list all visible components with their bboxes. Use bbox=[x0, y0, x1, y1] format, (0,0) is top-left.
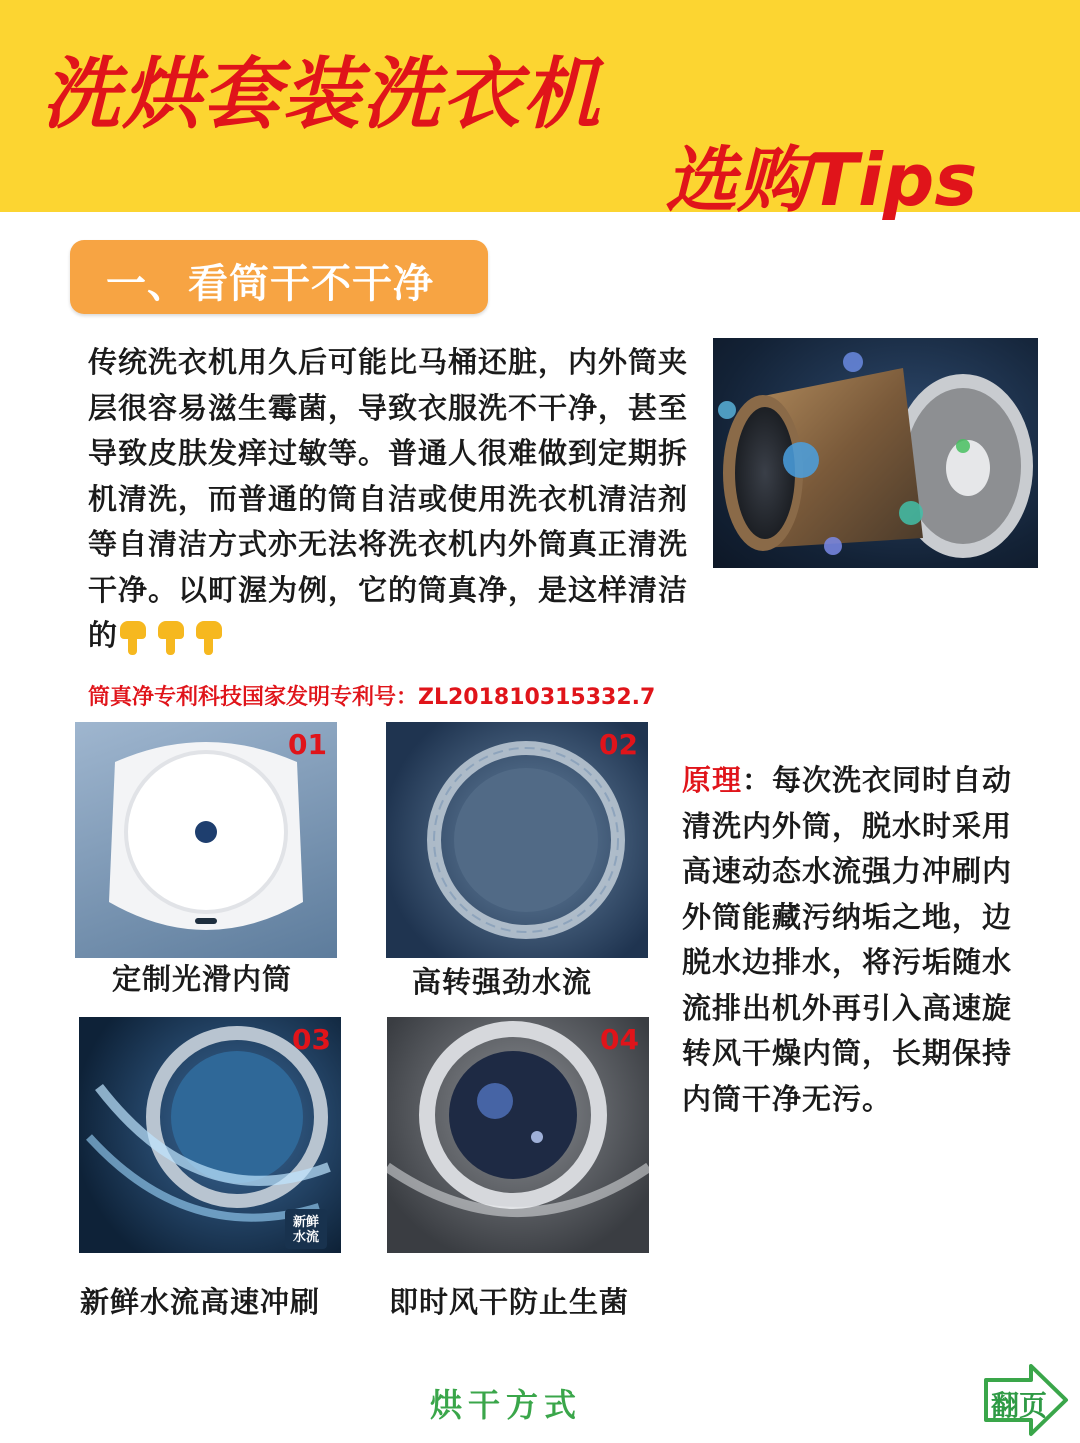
step-tile-1 bbox=[75, 722, 337, 958]
step-number: 03 bbox=[292, 1023, 331, 1056]
drum-illustration bbox=[713, 338, 1038, 568]
intro-text: 传统洗衣机用久后可能比马桶还脏，内外筒夹层很容易滋生霉菌，导致衣服洗不干净，甚至导致皮肤发痒过敏等。普通人很难做到定期拆机清洗，而普通的筒自洁或使用洗衣机清洁剂等自清洁方式亦无法将洗衣机内外筒真正清洗干净。以町渥为例，它的筒真净，是这样清洁的 bbox=[88, 345, 689, 652]
step-tile-3 bbox=[79, 1017, 341, 1253]
page-subtitle: 选购Tips bbox=[665, 138, 978, 222]
next-page-button[interactable] bbox=[983, 1362, 1069, 1438]
pointing-down-icon bbox=[194, 621, 224, 655]
step-tile-2 bbox=[386, 722, 648, 958]
pointing-down-icon bbox=[156, 621, 186, 655]
drying-method-link[interactable]: 烘干方式 bbox=[430, 1386, 583, 1424]
section-heading bbox=[70, 240, 488, 314]
principle-lead: 原理 bbox=[682, 763, 743, 797]
step-caption: 新鲜水流高速冲刷 bbox=[80, 1285, 321, 1319]
step-caption: 即时风干防止生菌 bbox=[389, 1285, 630, 1319]
principle-text: ：每次洗衣同时自动清洗内外筒，脱水时采用高速动态水流强力冲刷内外筒能藏污纳垢之地，边脱水边排水，将污垢随水流排出机外再引入高速旋转风干燥内筒，长期保持内筒干净无污。 bbox=[682, 763, 1013, 1116]
step-caption: 定制光滑内筒 bbox=[112, 962, 293, 996]
step-number: 04 bbox=[600, 1023, 639, 1056]
step-caption: 高转强劲水流 bbox=[412, 965, 593, 999]
step-tile-4 bbox=[387, 1017, 649, 1253]
drum-photo bbox=[713, 338, 1038, 568]
page-title: 洗烘套装洗衣机 bbox=[42, 50, 603, 140]
header-banner bbox=[0, 0, 1080, 222]
section-heading-label: 一、看筒干不干净 bbox=[106, 261, 434, 307]
step-number: 01 bbox=[288, 728, 327, 761]
intro-paragraph bbox=[88, 340, 688, 660]
patent-note: 筒真净专利科技国家发明专利号：ZL201810315332.7 bbox=[88, 685, 656, 710]
fresh-water-badge: 新鲜水流 bbox=[292, 1215, 319, 1245]
pointing-down-icons bbox=[118, 614, 232, 660]
principle-paragraph bbox=[682, 758, 1022, 1122]
step-number: 02 bbox=[599, 728, 638, 761]
pointing-down-icon bbox=[118, 621, 148, 655]
next-page-label: 翻页 bbox=[991, 1389, 1048, 1422]
